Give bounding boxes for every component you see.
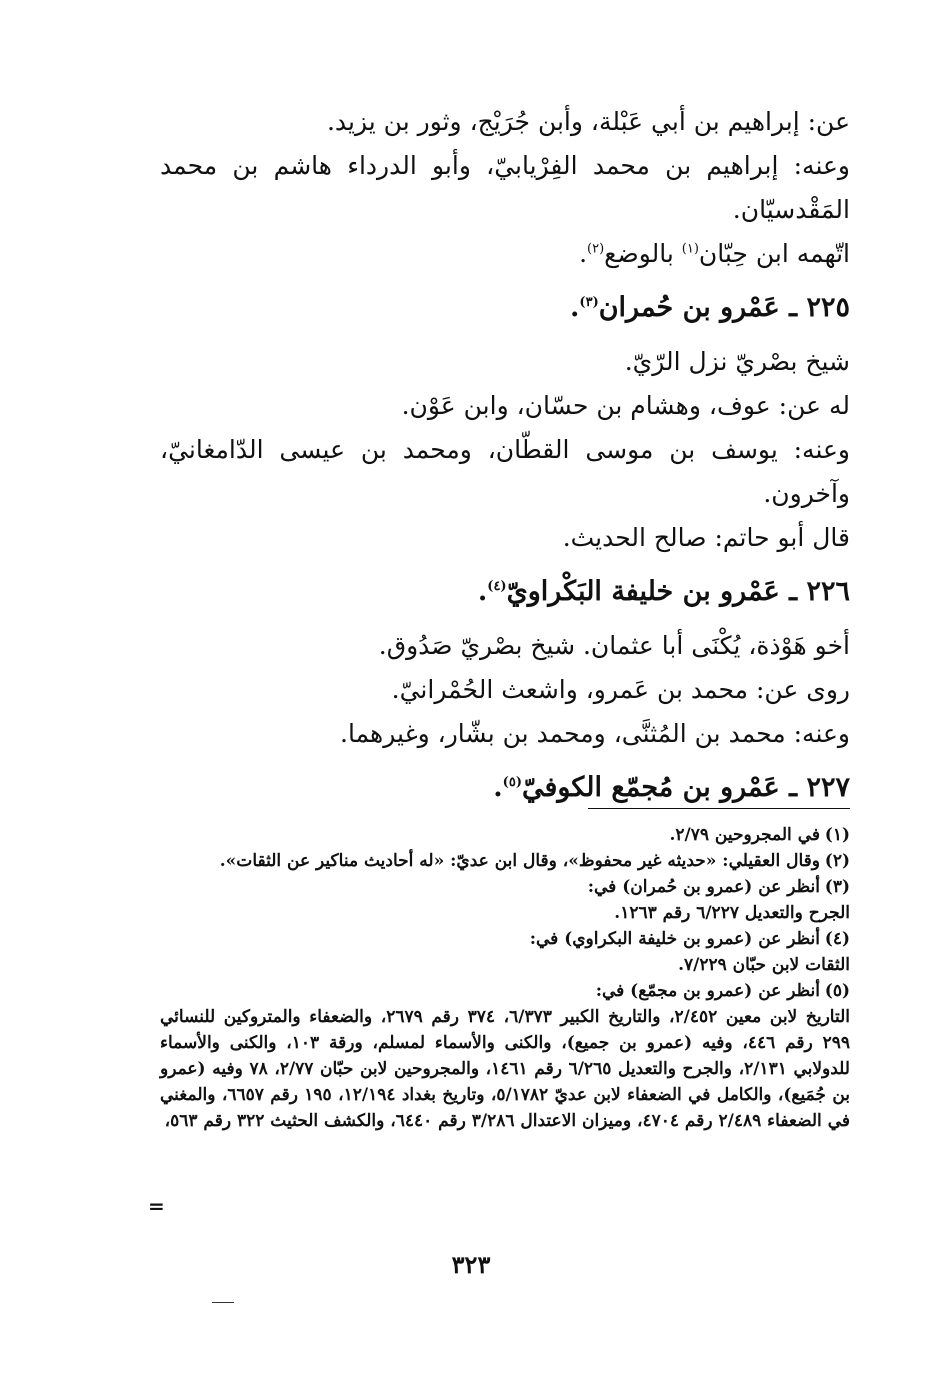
footnote-item bbox=[160, 822, 850, 848]
text-span: . bbox=[493, 772, 503, 803]
entry-title: ٢٢٧ ـ عَمْرو بن مُجمّع الكوفيّ bbox=[521, 772, 850, 803]
footnote-item bbox=[160, 848, 850, 874]
footnote-text: في المجروحين ٢/٧٩. bbox=[669, 825, 820, 845]
footnote-number: (٤) bbox=[824, 929, 850, 949]
divider bbox=[212, 1302, 234, 1303]
entry-heading bbox=[160, 764, 850, 812]
text-span: اتّهمه ابن حِبّان bbox=[698, 239, 850, 268]
footnote-item bbox=[160, 926, 850, 952]
entry-title: ٢٢٦ ـ عَمْرو بن خليفة البَكْراويّ bbox=[506, 576, 850, 607]
footnote-number: (٣) bbox=[824, 877, 850, 897]
text-line bbox=[160, 232, 850, 276]
footnote-number: (٢) bbox=[824, 851, 850, 871]
footnote-number: (٥) bbox=[824, 981, 850, 1001]
text-span: . bbox=[570, 292, 580, 323]
main-text bbox=[160, 100, 850, 820]
text-line: عن: إبراهيم بن أبي عَبْلة، وأبن جُرَيْج، وثور بن يزيد. bbox=[326, 107, 850, 136]
footnote-item bbox=[160, 978, 850, 1004]
text-span: . bbox=[477, 576, 488, 607]
text-line: وعنه: يوسف بن موسى القطّان، ومحمد بن عيسى الدّامغانيّ، وآخرون. bbox=[160, 435, 850, 508]
footnotes bbox=[160, 822, 850, 1134]
text-line: وعنه: إبراهيم بن محمد الفِرْيابيّ، وأبو الدرداء هاشم بن محمد المَقْدسيّان. bbox=[160, 151, 850, 224]
footnote-body: التاريخ لابن معين ٢/٤٥٢، والتاريخ الكبير ٦/٣٧٣، ٣٧٤ رقم ٢٦٧٩، والضعفاء والمتروكين للنسائي ٢٩٩ رقم ٤٤٦، وفيه (عمرو بن جميع)، والكنى والأسماء لمسلم، ورقة ١٠٣، والكنى والأسماء للدولابي ٢/١٣١، والجرح والتعديل ٦/٢٦٥ رقم ١٤٦١، والمجروحين لابن حبّان ٢/٧٧، ٧٨ وفيه (عمرو بن جُمَيع)، والكامل في الضعفاء لابن عديّ ٥/١٧٨٢، وتاريخ بغداد ١٢/١٩٤، ١٩٥ رقم ٦٦٥٧، والمغني في الضعفاء ٢/٤٨٩ رقم ٤٧٠٤، وميزان الاعتدال ٣/٢٨٦ رقم ٦٤٤٠، والكشف الحثيث ٣٢٢ رقم ٥٦٣، bbox=[160, 1007, 851, 1131]
entry-heading bbox=[160, 284, 850, 332]
text-line: شيخ بصْريّ نزل الرّيّ. bbox=[624, 347, 850, 376]
footnote-text: أنظر عن (عمرو بن حُمران) في: bbox=[587, 877, 820, 897]
text-span: . bbox=[579, 239, 588, 268]
entry-heading bbox=[160, 568, 850, 616]
footnote-number: (١) bbox=[824, 825, 850, 845]
text-line: روى عن: محمد بن عَمرو، واشعث الحُمْرانيّ. bbox=[391, 675, 850, 704]
text-line: وعنه: محمد بن المُثنَّى، ومحمد بن بشّار، وغيرهما. bbox=[340, 719, 850, 748]
footnote-ref[interactable]: (١) bbox=[681, 241, 699, 257]
text-line: قال أبو حاتم: صالح الحديث. bbox=[562, 523, 850, 552]
footnote-text: وقال العقيلي: «حديثه غير محفوظ»، وقال ابن عديّ: «له أحاديث مناكير عن الثقات». bbox=[219, 851, 820, 871]
page-number: ٣٢٣ bbox=[451, 1250, 491, 1279]
footnote-divider bbox=[588, 808, 850, 809]
text-line: له عن: عوف، وهشام بن حسّان، وابن عَوْن. bbox=[401, 391, 850, 420]
footnote-continuation: الثقات لابن حبّان ٧/٢٢٩. bbox=[678, 955, 850, 975]
footnote-text: أنظر عن (عمرو بن خليفة البكراوي) في: bbox=[529, 929, 820, 949]
footnote-continuation: الجرح والتعديل ٦/٢٢٧ رقم ١٢٦٣. bbox=[614, 903, 850, 923]
text-line: أخو هَوْذة، يُكْنَى أبا عثمان. شيخ بصْريّ صَدُوق. bbox=[378, 631, 850, 660]
entry-title: ٢٢٥ ـ عَمْرو بن حُمران bbox=[598, 292, 850, 323]
footnote-text: أنظر عن (عمرو بن مجمّع) في: bbox=[595, 981, 820, 1001]
footnote-ref[interactable]: (٥) bbox=[502, 775, 522, 790]
continuation-mark: = bbox=[148, 1194, 165, 1218]
footnote-ref[interactable]: (٣) bbox=[579, 295, 599, 310]
footnote-ref[interactable]: (٢) bbox=[587, 241, 605, 257]
footnote-item bbox=[160, 874, 850, 900]
text-span: بالوضع bbox=[604, 239, 682, 268]
footnote-ref[interactable]: (٤) bbox=[487, 579, 507, 594]
